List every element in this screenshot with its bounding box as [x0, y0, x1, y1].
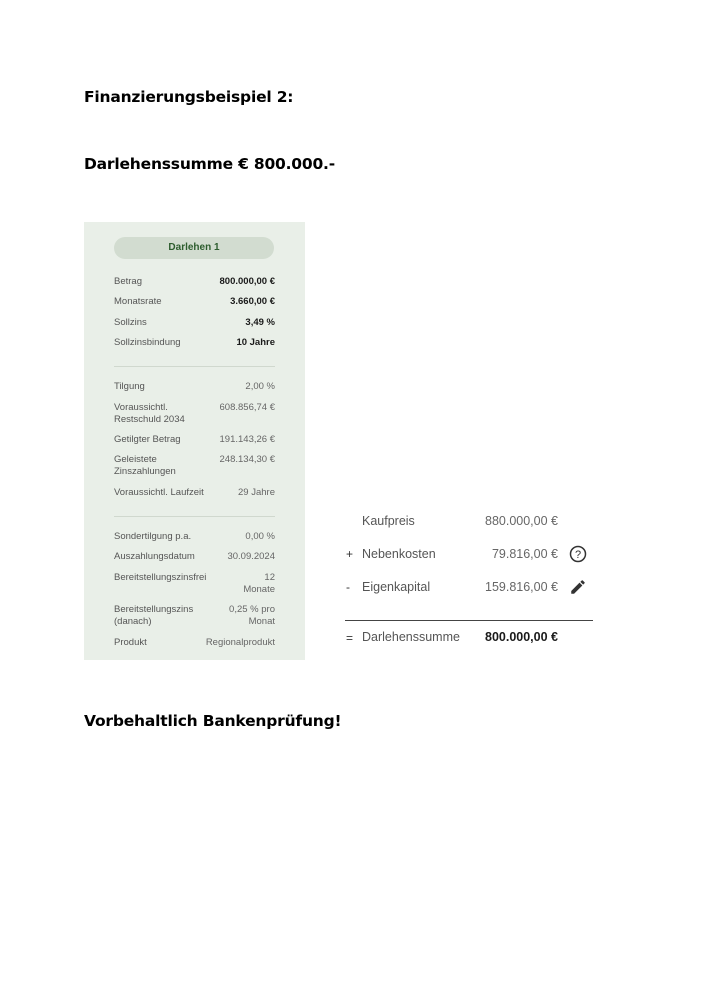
loan-sum-heading: Darlehenssumme € 800.000.- [84, 155, 335, 173]
row-label: Voraussichtl. [114, 402, 168, 413]
help-circle-icon[interactable] [569, 545, 587, 568]
divider [114, 366, 275, 367]
row-label: Bereitstellungszins [114, 604, 194, 615]
svg-text:?: ? [574, 549, 582, 561]
summary-divider [345, 620, 593, 621]
row-value: 2,00 % [245, 381, 275, 392]
loan-card [84, 222, 305, 660]
row-label: Voraussichtl. Laufzeit [114, 487, 204, 498]
row-value: 3.660,00 € [230, 296, 275, 307]
row-label: Sollzinsbindung [114, 337, 181, 348]
row-label: Bereitstellungszinsfrei [114, 572, 207, 583]
summary-value-darlehenssumme: 800.000,00 € [485, 630, 558, 644]
row-value: 191.143,26 € [219, 434, 275, 445]
plus-sign: + [346, 547, 354, 561]
row-label: Sollzins [114, 317, 147, 328]
summary-value-nebenkosten: 79.816,00 € [491, 547, 558, 561]
row-value: 248.134,30 € [219, 454, 275, 465]
summary-value-kaufpreis: 880.000,00 € [485, 514, 558, 528]
equals-sign: = [346, 631, 354, 645]
row-label: Auszahlungsdatum [114, 551, 195, 562]
summary-label-eigenkapital: Eigenkapital [362, 580, 431, 594]
row-label: Sondertilgung p.a. [114, 531, 192, 542]
row-label: Getilgter Betrag [114, 434, 181, 445]
row-label: Tilgung [114, 381, 145, 392]
row-label: Zinszahlungen [114, 466, 176, 477]
row-label: Geleistete [114, 454, 157, 465]
row-value: Monat [248, 616, 275, 627]
row-value: 10 Jahre [236, 337, 275, 348]
row-value: 12 [264, 572, 275, 583]
divider [114, 516, 275, 517]
row-label: Restschuld 2034 [114, 414, 185, 425]
row-value: 30.09.2024 [227, 551, 275, 562]
row-value: Monate [243, 584, 275, 595]
row-value: 608.856,74 € [219, 402, 275, 413]
pencil-icon[interactable] [569, 578, 587, 601]
row-value: 3,49 % [245, 317, 275, 328]
summary-label-nebenkosten: Nebenkosten [362, 547, 436, 561]
row-label: Betrag [114, 276, 142, 287]
row-value: 800.000,00 € [219, 276, 275, 287]
page-title: Finanzierungsbeispiel 2: [84, 88, 294, 106]
summary-value-eigenkapital: 159.816,00 € [485, 580, 558, 594]
row-label: Produkt [114, 637, 147, 648]
summary-label-darlehenssumme: Darlehenssumme [362, 630, 460, 644]
row-value: 29 Jahre [238, 487, 275, 498]
row-value: 0,25 % pro [229, 604, 275, 615]
minus-sign: - [346, 580, 350, 594]
summary-label-kaufpreis: Kaufpreis [362, 514, 415, 528]
row-value: Regionalprodukt [205, 637, 275, 648]
row-label: (danach) [114, 616, 152, 627]
row-label: Monatsrate [114, 296, 162, 307]
disclaimer-note: Vorbehaltlich Bankenprüfung! [84, 712, 342, 730]
loan-card-title: Darlehen 1 [114, 237, 274, 259]
row-value: 0,00 % [245, 531, 275, 542]
